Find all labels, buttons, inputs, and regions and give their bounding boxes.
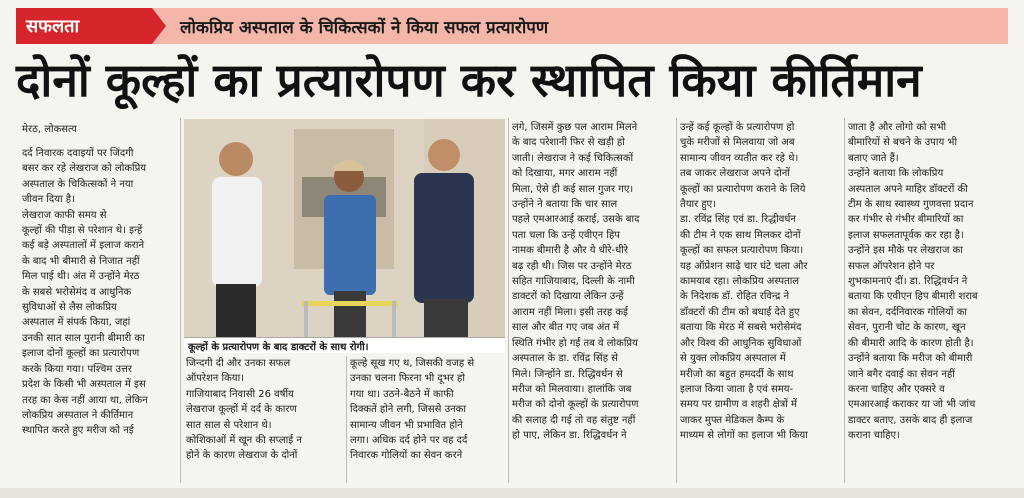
article-line: दिक्कतें होने लगी, जिससे उनका [350,404,466,416]
article-line: हो पाए, लेकिन डा. रिद्धिवर्धन ने [512,430,627,442]
article-line: बताए जाते हैं। [848,152,899,164]
article-line: उन्होंने ने बताया कि चार साल [512,199,618,211]
article-line: जाता है और लोगो को सभी [848,122,947,133]
article-line: करके किया गया। पश्चिम उत्तर [22,363,132,375]
article-line: मरीज को मिलवाया। हालांकि जब [512,383,632,395]
article-line: सुविधाओं से लैस लोकप्रिय [22,302,117,314]
article-line: आराम नहीं मिला। इसी तरह कई [512,306,628,318]
article-line: तैयार हुए। [680,199,716,211]
article-line: को दिखाया, मगर आराम नहीं [512,168,618,180]
article-line: सहित गाजियाबाद, दिल्ली के नामी [512,276,635,288]
article-line: इलाज दोनों कूल्हों का प्रत्यारोपण [22,348,140,360]
article-line: अस्पताल के चिकित्सकों ने नया [22,178,134,190]
article-line: उनकी सात साल पुरानी बीमारी का [22,332,145,344]
article-line: जाकर मुफ्त मेडिकल कैम्प के [680,414,785,426]
article-line: एमआरआई कराकर या जो भी जांच [848,399,976,411]
article-line: तरह का केस नहीं आया था, लेकिन [22,394,148,406]
column-rule [508,118,509,483]
article-column-5 [680,120,840,444]
article-line: होने के कारण लेखराज के दोनों [186,450,298,462]
photo-caption: कूल्हों के प्रत्यारोपण के बाद डाक्टरों के साथ रोगी। [184,337,505,353]
article-line: डाक्टरों को दिखाया लेकिन उन्हें [512,291,624,303]
article-line: माध्यम से लोगों का इलाज भी किया [680,430,808,442]
article-column-1 [22,146,176,439]
article-column-2 [186,356,342,464]
article-line: लोकप्रिय अस्पताल ने कीर्तिमान [22,409,134,421]
article-line: का सेवन, दर्दनिवारक गोलियों का [848,306,967,318]
article-column-6 [848,120,1006,444]
article-column-3 [350,356,506,464]
article-line: बताया कि एवीएन हिप बीमारी शराब [848,291,978,303]
article-line: बीमारियों से बचने के उपाय भी [848,137,958,149]
article-line: अस्पताल के डा. रविंद्र सिंह से [512,353,618,365]
article-line: सामान्य जीवन भी प्रभावित होने [350,419,463,431]
article-line: डाक्टर बताए, उसके बाद ही इलाज [848,414,973,426]
article-line: कई बड़े अस्पतालों में इलाज कराने [22,240,145,252]
article-line: मिला, ऐसे ही कई साल गुजर गए। [512,183,634,195]
article-line: जाने बगैर दवाई का सेवन नहीं [848,368,955,380]
article-line: की बीमारी आदि के कारण होती है। [848,337,974,349]
article-line: मरीजो का बहुत हमदर्दी के साथ [680,368,794,380]
article-line: पता चला कि उन्हें एवीएन हिप [512,229,620,241]
article-line: बताया कि मेरठ में सबसे भरोसेमंद [680,322,802,334]
article-line: कराना चाहिए। [848,430,900,442]
section-tag: सफलता [16,8,152,44]
article-line: अस्पताल अपने माहिर डॉक्टरों की [848,183,968,195]
article-line: और विश्व की आधुनिक सुविधाओं [680,337,802,349]
article-line: मिल पाई थी। अंत में उन्होंने मेरठ [22,271,140,283]
article-column-4 [512,120,672,444]
article-line: उन्होंने इस मौके पर लेखराज का [848,245,963,257]
article-line: यह ऑप्रेशन साढ़े चार घंटे चला और [680,260,808,272]
article-line: निवारक गोलियों का सेवन करने [350,450,463,462]
article-line: जीवन दिया है। [22,194,75,206]
article-line: पहले एमआरआई कराई, उसके बाद [512,214,640,226]
article-line: उनका चलना फिरना भी दूभर हो [350,373,465,385]
article-line: कूल्हों की पीड़ा से परेशान थे। इन्हें [22,225,143,237]
article-photo [184,119,505,337]
article-line: कूल्हे सूख गए थ, जिसकी वजह से [350,358,475,369]
article-line: की टीम ने एक साथ मिलकर दोनों [680,229,801,241]
dateline: मेरठ, लोकसत्य [22,124,77,135]
article-line: नामक बीमारी है और ये धीरे-धीरे [512,245,628,257]
article-line: इलाज सफलतापूर्वक कर रहा है। [848,229,964,241]
article-line: सामान्य जीवन व्यतीत कर रहे थे। [680,152,799,164]
article-line: इलाज किया जाता है एवं समय- [680,383,794,395]
article-line: सेवन, पुरानी चोट के कारण, खून [848,322,966,334]
article-line: समय पर ग्रामीण व शहरी क्षेत्रों में [680,399,798,411]
article-line: अस्पताल में संपर्क किया, जहां [22,317,131,329]
article-line: लगा। अधिक दर्द होने पर वह दर्द [350,435,468,447]
article-line: के बाद भी बीमारी से निजात नहीं [22,255,140,267]
article-line: की सलाह दी गई तो वह संतुष्ट नहीं [512,414,636,426]
article-line: लेखराज काफी समय से [22,209,107,221]
article-line: बसर कर रहे लेखराज को लोकप्रिय [22,163,147,175]
article-line: से युक्त लोकप्रिय अस्पताल में [680,353,786,365]
article-line: गाजियाबाद निवासी 26 वर्षीय [186,388,294,400]
article-line: सात साल से परेशान थे। [186,419,272,431]
main-headline: दोनों कूल्हों का प्रत्यारोपण कर स्थापित किया कीर्तिमान [16,53,922,107]
article-line: लेखराज कूल्हों में दर्द के कारण [186,404,297,416]
article-line: डा. रविंद्र सिंह एवं डा. रिद्धीवर्धन [680,214,796,226]
article-line: डॉक्टरों की टीम को बधाई देते हुए [680,306,800,318]
article-line: तब जाकर लेखराज अपने दोनों [680,168,790,180]
article-line: लगे, जिसमें कुछ पल आराम मिलने [512,122,638,133]
article-line: दर्द निवारक दवाइयों पर जिंदगी [22,148,134,159]
article-line: जाती। लेखराज ने कई चिकित्सकों [512,152,634,164]
article-line: कूल्हों का सफल प्रत्यारोपण किया। [680,245,804,257]
article-line: उन्होंने बताया कि मरीज को बीमारी [848,353,973,365]
article-line: टीम के साथ स्वास्थ्य गुणवत्ता प्रदान [848,199,974,211]
article-line: मिले। जिन्होंने डा. रिद्धिवर्धन से [512,368,623,380]
article-line: के सबसे भरोसेमंद व आधुनिक [22,286,132,298]
article-line: बढ़ रही थी। जिस पर उन्होंने मेरठ [512,260,632,272]
article-line: ऑपरेशन किया। [186,373,244,385]
article-line: साल और बीत गए जब अंत में [512,322,620,334]
article-line: उन्हें कई कूल्हों के प्रत्यारोपण हो [680,122,795,133]
article-line: कामयाब रहा। लोकप्रिय अस्पताल [680,276,800,288]
article-line: चुके मरीजों से मिलवाया जो अब [680,137,795,149]
article-line: सफल ऑपरेशन होने पर [848,260,935,272]
article-line: कोशिकाओं में खून की सप्लाई न [186,435,302,447]
article-line: के बाद परेशानी फिर से खड़ी हो [512,137,625,149]
article-line: प्रदेश के किसी भी अस्पताल में इस [22,379,146,391]
article-line: कर गंभीर से गंभीर बीमारियों का [848,214,964,226]
article-line: के निदेशक डॉ. रोहित रविन्द्र ने [680,291,790,303]
article-line: जिन्दगी दी और उनका सफल [186,358,291,369]
article-line: करना चाहिए और एक्सरे व [848,383,945,395]
article-line: शुभकामनाएं दीं। डा. रिद्धिवर्धन ने [848,276,968,288]
column-rule [346,356,347,483]
article-line: गया था। उठने-बैठने में काफी [350,388,454,400]
column-rule [180,118,181,483]
column-rule [844,118,845,483]
kicker-headline: लोकप्रिय अस्पताल के चिकित्सकों ने किया सफल प्रत्यारोपण [180,17,549,38]
article-line: स्थापित करते हुए मरीज को नई [22,425,134,437]
article-line: मरीज को दोनो कूल्हों के प्रत्यारोपण [512,399,639,411]
article-line: स्थिति गंभीर हो गई तब वे लोकप्रिय [512,337,638,349]
article-line: कूल्हों का प्रत्यारोपण कराने के लिये [680,183,806,195]
article-line: उन्होंने बताया कि लोकप्रिय [848,168,944,180]
photo-illustration [184,119,505,337]
page-bottom-band [0,488,1024,498]
column-rule [676,118,677,483]
